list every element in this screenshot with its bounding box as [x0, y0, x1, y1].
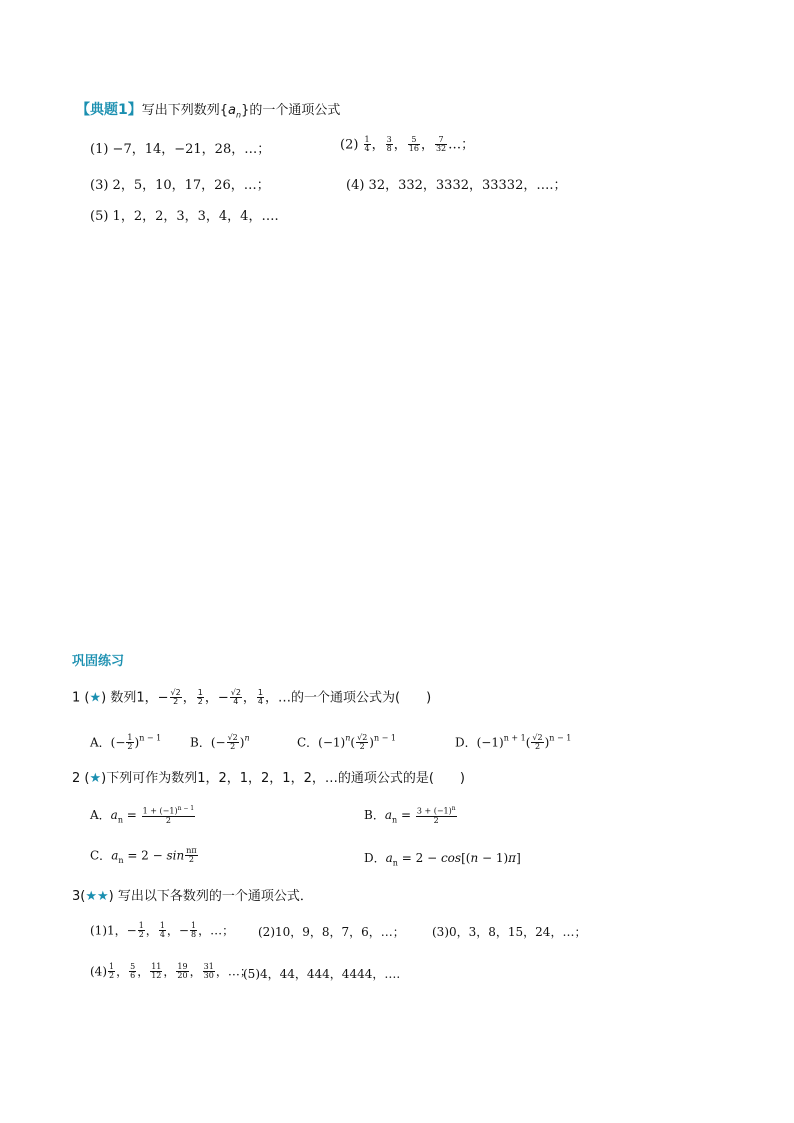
question-3-item-5: (5)4，44，444，4444，…. — [243, 967, 401, 981]
question-2-option-d: D．$a_n = 2 - \cos[(n - 1)\pi]$ — [364, 851, 521, 868]
question-1-option-a: A．(− $\frac{1}{2}$ )$^{n - 1}$ — [90, 733, 162, 752]
example-heading: 【典题1】 — [76, 102, 142, 118]
question-3-stem: 3(★★) 写出以下各数列的一个通项公式． — [72, 889, 313, 904]
question-1-option-b: B．(− $\frac{√2}{2}$ )$^n$ — [190, 733, 250, 752]
example-prompt: 写出下列数列$\{a_n\}$的一个通项公式 — [141, 103, 341, 120]
question-3-item-2: (2)10，9，8，7，6，…； — [258, 925, 405, 939]
question-1-stem: 1 (★) 数列1，− $\frac{√2}{2}$ ， $\frac{1}{2}$ ，− $\frac{√2}{4}$ ， $\frac{1}{4}$ ，…的一个通项公式为( ) — [72, 688, 432, 707]
question-3-item-1: (1)1，− $\frac{1}{2}$ ， $\frac{1}{4}$ ，− $\frac{1}{8}$ ，…； — [90, 921, 235, 940]
practice-heading: 巩固练习 — [72, 654, 125, 669]
example-item-5: (5) 1，2，2，3，3，4，4，…. — [90, 209, 279, 224]
question-2-option-b: B．$a_n$ = $\frac{3 + (-1)^n}{2}$ — [364, 805, 456, 826]
example-heading-line — [76, 103, 340, 120]
question-3-item-4: (4) $\frac{1}{2}$ ， $\frac{5}{6}$ ， $\frac{11}{12}$ ， $\frac{19}{20}$ ， $\frac{31}{30}$ ，…； — [90, 962, 252, 981]
example-item-1: (1) −7，14，−21，28，…； — [90, 142, 271, 157]
question-1-option-d: D．$(-1)^{n + 1}$( $\frac{√2}{2}$ )$^{n - 1}$ — [455, 733, 572, 752]
example-item-4: (4) 32，332，3332，33332，….； — [346, 178, 567, 193]
question-2-option-c: C．$a_n = 2 - \sin$ $\frac{n\pi}{2}$ — [90, 846, 197, 865]
example-item-3: (3) 2，5，10，17，26，…； — [90, 178, 270, 193]
question-2-stem: 2 (★)下列可作为数列1，2，1，2，1，2，…的通项公式的是( ) — [72, 771, 465, 786]
question-3-item-3: (3)0，3，8，15，24，…； — [432, 925, 587, 939]
question-1-option-c: C．$(-1)^n$( $\frac{√2}{2}$ )$^{n - 1}$ — [297, 733, 396, 752]
example-item-2: (2) $\frac{1}{4}$ ， $\frac{3}{8}$ ， $\frac{5}{16}$ ， $\frac{7}{32}$ …； — [340, 135, 475, 154]
question-2-option-a: A．$a_n$ = $\frac{1 + (-1)^{n - 1}}{2}$ — [90, 805, 195, 826]
